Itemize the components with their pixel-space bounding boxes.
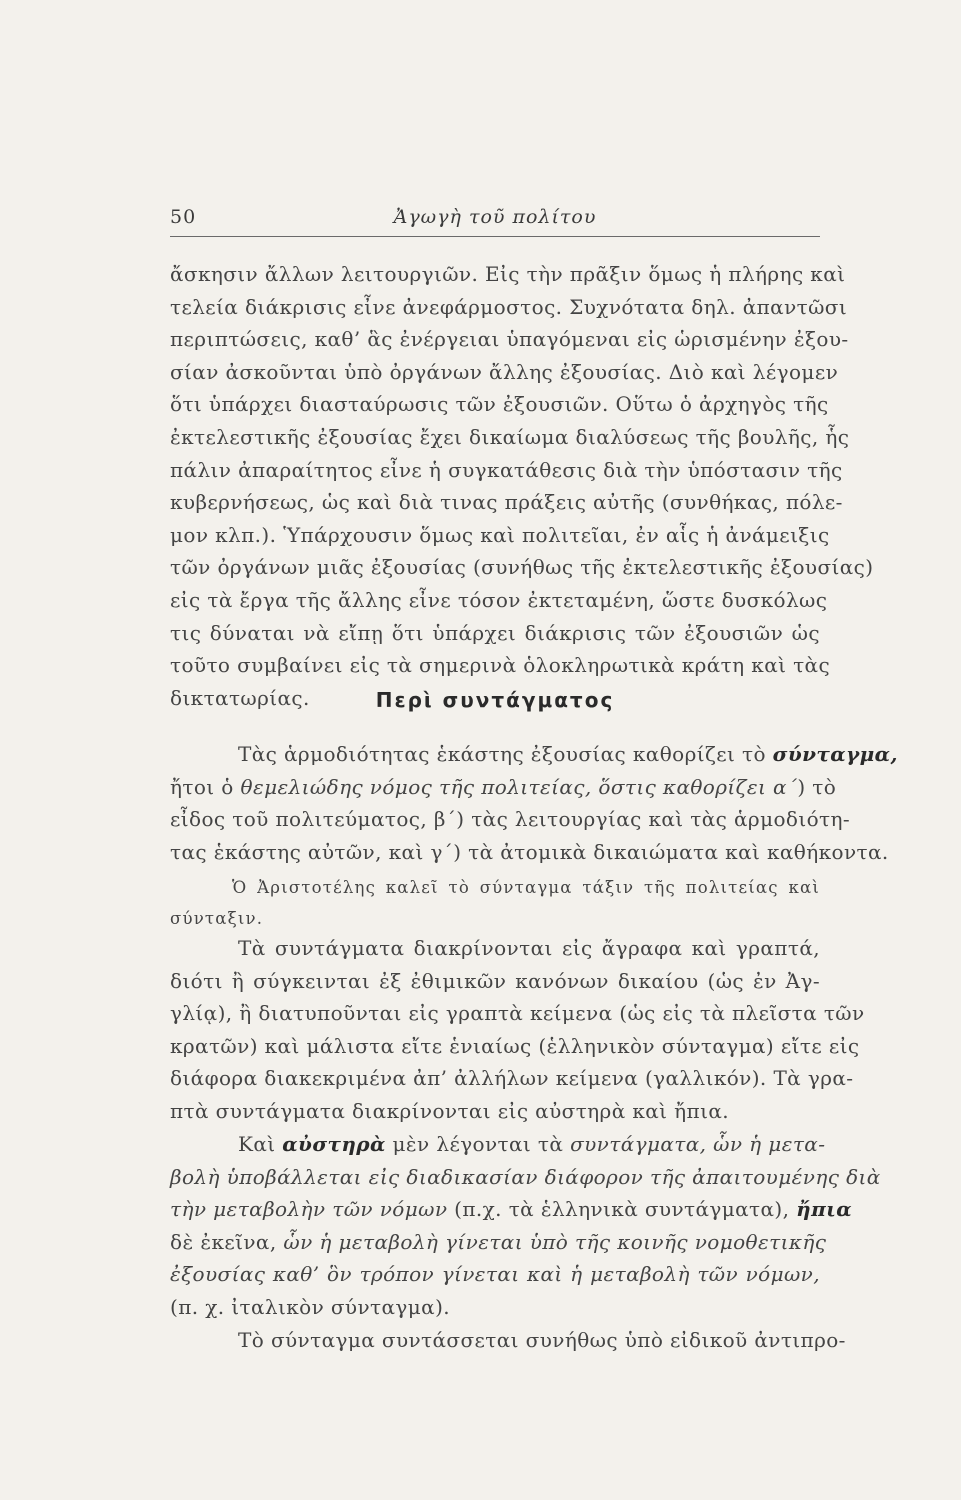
text-line — [170, 1193, 853, 1226]
text-line: εἶδος τοῦ πολιτεύματος, β΄) τὰς λειτουργίας καὶ τὰς ἁρμοδιότη- — [170, 807, 851, 832]
paragraph-constitution-types — [170, 932, 865, 1128]
bold-term: αὐστηρὰ — [282, 1132, 386, 1156]
text-line: ἐξουσίας καθ’ ὃν τρόπον γίνεται καὶ ἡ μεταβολὴ τῶν νόμων, — [170, 1262, 820, 1287]
text-line: κυβερνήσεως, ὡς καὶ διὰ τινας πράξεις αὐτῆς (συνθήκας, πόλε- — [170, 490, 843, 515]
section-heading: Περὶ συντάγματος — [375, 688, 615, 712]
text-line — [170, 771, 837, 804]
paragraph-rigid-flexible — [170, 1128, 881, 1356]
note-line: Ὁ Ἀριστοτέλης καλεῖ τὸ σύνταγμα τάξιν τῆς πολιτείας καὶ — [232, 878, 820, 897]
text-line: ὅτι ὑπάρχει διασταύρωσις τῶν ἐξουσιῶν. Οὕτω ὁ ἀρχηγὸς τῆς — [170, 392, 829, 417]
paragraph-constitution-definition — [170, 738, 898, 868]
italic-term: συντάγματα, ὧν ἡ μετα- — [570, 1132, 826, 1156]
bold-term: σύνταγμα, — [772, 742, 898, 766]
text-line — [170, 1128, 826, 1161]
text-line: σίαν ἀσκοῦνται ὑπὸ ὀργάνων ἄλλης ἐξουσίας. Διὸ καὶ λέγομεν — [170, 359, 839, 384]
text-run: ἤτοι ὁ — [170, 774, 241, 799]
text-line: τελεία διάκρισις εἶνε ἀνεφάρμοστος. Συχνότατα δηλ. ἀπαντῶσι — [170, 294, 848, 319]
text-run: δὲ ἐκεῖνα, — [170, 1229, 284, 1254]
paragraph-separation-of-powers — [170, 258, 874, 714]
text-run: μὲν λέγονται τὰ — [385, 1132, 571, 1156]
text-line — [170, 1226, 827, 1259]
text-line: βολὴ ὑποβάλλεται εἰς διαδικασίαν διάφορον τῆς ἀπαιτουμένης διὰ — [170, 1164, 881, 1189]
text-line: Τὸ σύνταγμα συντάσσεται συνήθως ὑπὸ εἰδικοῦ ἀντιπρο- — [238, 1327, 846, 1352]
text-line: κρατῶν) καὶ μάλιστα εἴτε ἑνιαίως (ἑλληνικὸν σύνταγμα) εἴτε εἰς — [170, 1033, 860, 1058]
italic-term: τὴν μεταβολὴν τῶν νόμων — [170, 1197, 448, 1222]
text-line: ἄσκησιν ἄλλων λειτουργιῶν. Εἰς τὴν πρᾶξιν ὅμως ἡ πλήρης καὶ — [170, 262, 846, 286]
italic-term: θεμελιώδης νόμος τῆς πολιτείας, ὅστις καθορίζει α΄ — [240, 774, 798, 799]
page-number: 50 — [170, 206, 197, 228]
text-line: εἰς τὰ ἔργα τῆς ἄλλης εἶνε τόσον ἐκτεταμένη, ὥστε δυσκόλως — [170, 587, 828, 612]
text-line: τοῦτο συμβαίνει εἰς τὰ σημερινὰ ὁλοκληρωτικὰ κράτη καὶ τὰς — [170, 653, 831, 678]
text-line: πάλιν ἀπαραίτητος εἶνε ἡ συγκατάθεσις διὰ τὴν ὑπόστασιν τῆς — [170, 457, 843, 482]
text-line: ἐκτελεστικῆς ἐξουσίας ἔχει δικαίωμα διαλύσεως τῆς βουλῆς, ἧς — [170, 424, 850, 449]
text-line: Τὰ συντάγματα διακρίνονται εἰς ἄγραφα καὶ γραπτά, — [238, 936, 820, 960]
running-title: Ἀγωγὴ τοῦ πολίτου — [393, 206, 597, 228]
text-line: γλίᾳ), ἢ διατυποῦνται εἰς γραπτὰ κείμενα (ὡς εἰς τὰ πλεῖστα τῶν — [170, 1001, 865, 1026]
text-run: ) τὸ — [797, 774, 837, 799]
bold-term: ἤπια — [796, 1197, 853, 1222]
note-line: σύνταξιν. — [170, 909, 264, 928]
text-line: περιπτώσεις, καθ’ ἃς ἐνέργειαι ὑπαγόμεναι εἰς ὡρισμένην ἐξου- — [170, 327, 849, 352]
text-line — [170, 738, 898, 771]
text-line: τῶν ὀργάνων μιᾶς ἐξουσίας (συνήθως τῆς ἐκτελεστικῆς ἐξουσίας) — [170, 555, 874, 580]
page-header — [170, 206, 820, 236]
text-line: πτὰ συντάγματα διακρίνονται εἰς αὐστηρὰ καὶ ἤπια. — [170, 1098, 729, 1123]
text-line: (π. χ. ἰταλικὸν σύνταγμα). — [170, 1294, 451, 1319]
text-run: Καὶ — [238, 1132, 283, 1156]
text-line: διάφορα διακεκριμένα ἀπ’ ἀλλήλων κείμενα (γαλλικόν). Τὰ γρα- — [170, 1066, 854, 1091]
text-run: (π.χ. τὰ ἑλληνικὰ συντάγματα), — [447, 1197, 797, 1222]
text-line: τις δύναται νὰ εἴπῃ ὅτι ὑπάρχει διάκρισις τῶν ἐξουσιῶν ὡς — [170, 620, 820, 645]
note-aristotle — [170, 872, 820, 934]
text-line: μον κλπ.). Ὑπάρχουσιν ὅμως καὶ πολιτεῖαι, ἐν αἷς ἡ ἀνάμειξις — [170, 522, 830, 547]
italic-term: ὧν ἡ μεταβολὴ γίνεται ὑπὸ τῆς κοινῆς νομοθετικῆς — [283, 1229, 827, 1254]
text-run: Τὰς ἁρμοδιότητας ἑκάστης ἐξουσίας καθορίζει τὸ — [238, 742, 773, 766]
text-line: τας ἑκάστης αὐτῶν, καὶ γ΄) τὰ ἀτομικὰ δικαιώματα καὶ καθήκοντα. — [170, 839, 889, 864]
header-rule — [170, 236, 820, 237]
text-line: διότι ἢ σύγκεινται ἐξ ἐθιμικῶν κανόνων δικαίου (ὡς ἐν Ἀγ- — [170, 968, 820, 993]
text-line: δικτατωρίας. — [170, 685, 310, 710]
